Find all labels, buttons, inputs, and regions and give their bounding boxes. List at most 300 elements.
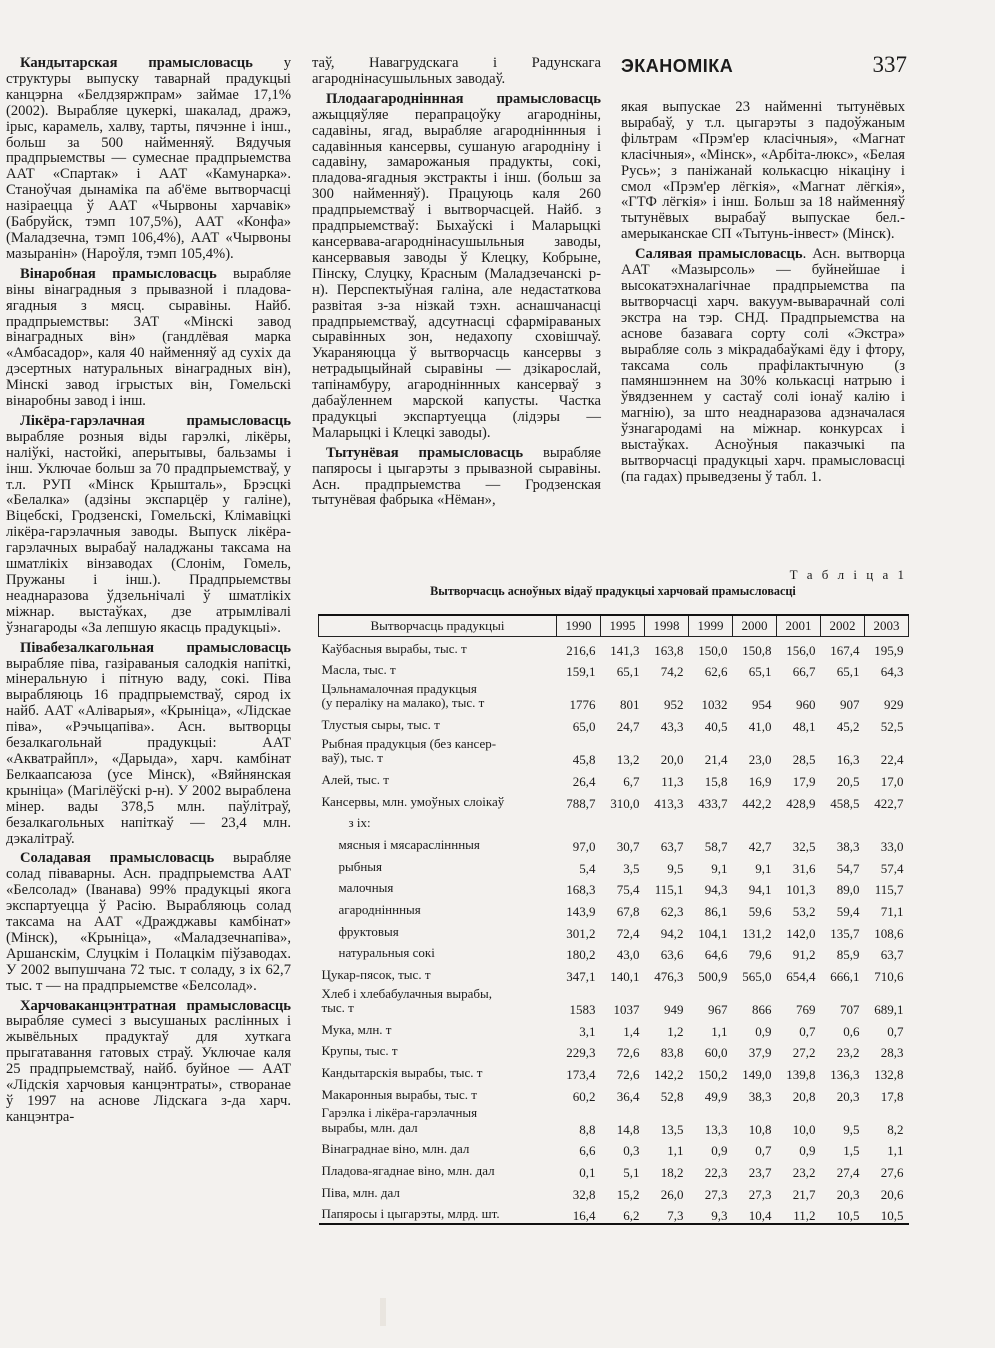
value-cell: 565,0 xyxy=(742,969,772,985)
value-cell: 1032 xyxy=(701,697,728,713)
value-cell: 94,2 xyxy=(660,925,684,941)
value-cell: 59,4 xyxy=(836,903,860,919)
value-cell: 8,2 xyxy=(887,1121,904,1137)
value-cell: 707 xyxy=(840,1002,860,1018)
row-label: Кансервы, млн. умоўных слоікаў xyxy=(321,793,505,809)
value-cell: 1,5 xyxy=(843,1143,860,1159)
value-cell: 3,1 xyxy=(579,1023,596,1039)
paragraph-heading: Кандытарская прамысловасць xyxy=(20,55,253,71)
paragraph xyxy=(6,999,291,1126)
value-cell: 41,0 xyxy=(748,719,772,735)
value-cell: 458,5 xyxy=(830,795,860,811)
row-label: Макаронныя вырабы, тыс. т xyxy=(321,1086,477,1102)
value-cell: 72,6 xyxy=(616,1045,640,1061)
row-label: рыбныя xyxy=(338,858,383,874)
row-label: Тлустыя сыры, тыс. т xyxy=(321,717,440,733)
value-cell: 422,7 xyxy=(874,795,904,811)
paragraph-text: вырабляе піва, газіраваныя салодкія напіткі, мінеральную і пітную ваду, сокі. Піва вырабляюць 16 прадпрыемстваў, сярод іх найб. ААТ «Аліварыя», «Крыніца», «Лідскае піва», «Рэчыцапіва». Асн. вытворцы безалкагольнай прадукцыі: ААТ «Акватрайпл», «Дарыда», харч. камбінат Белкаапсаюза (усе Мінск), «Вяйнянская крыніца» (Магілёўскі р-н). У 2002 выраблена мінер. вады 378,5 млн. паўлітраў, безалкагольных напіткаў — 23,4 млн. дэкалітраў. xyxy=(6,655,291,847)
value-cell: 62,6 xyxy=(704,664,728,680)
table-row xyxy=(319,811,909,833)
value-cell: 40,5 xyxy=(704,719,728,735)
paragraph xyxy=(6,851,291,994)
value-cell xyxy=(733,811,777,833)
value-cell: 22,3 xyxy=(704,1165,728,1181)
value-cell: 229,3 xyxy=(566,1045,596,1061)
table-row xyxy=(319,898,909,920)
paragraph-heading: Харчоваканцэнтратная прамысловасць xyxy=(20,997,291,1014)
value-cell: 20,8 xyxy=(792,1088,816,1104)
value-cell: 143,9 xyxy=(566,903,596,919)
row-label: малочныя xyxy=(338,880,394,896)
value-cell: 53,2 xyxy=(792,903,816,919)
paragraph xyxy=(312,56,601,88)
value-cell: 17,9 xyxy=(792,773,816,789)
table-row xyxy=(319,658,909,680)
paragraph-heading: Тытунёвая прамысловасць xyxy=(326,444,524,461)
year-header: 2003 xyxy=(865,615,909,637)
running-header xyxy=(621,52,907,82)
section-title: ЭКАНОМІКА xyxy=(621,56,734,76)
row-label: Крупы, тыс. т xyxy=(321,1043,398,1059)
value-cell: 64,3 xyxy=(880,664,904,680)
table-row xyxy=(319,1104,909,1137)
value-cell: 9,1 xyxy=(711,860,728,876)
value-cell: 6,2 xyxy=(601,1202,645,1224)
value-cell: 0,9 xyxy=(711,1143,728,1159)
value-cell: 907 xyxy=(840,697,860,713)
value-cell: 65,0 xyxy=(572,719,596,735)
value-cell: 310,0 xyxy=(610,795,640,811)
value-cell: 63,6 xyxy=(660,947,684,963)
value-cell: 43,3 xyxy=(660,719,684,735)
paragraph xyxy=(6,267,291,410)
value-cell: 173,4 xyxy=(566,1067,596,1083)
value-cell: 140,1 xyxy=(610,969,640,985)
value-cell: 64,6 xyxy=(704,947,728,963)
table-row xyxy=(319,1137,909,1159)
value-cell: 11,3 xyxy=(661,773,684,789)
value-cell: 180,2 xyxy=(566,947,596,963)
value-cell: 26,4 xyxy=(572,773,596,789)
value-cell: 216,6 xyxy=(566,642,596,658)
value-cell: 866 xyxy=(752,1002,772,1018)
value-cell: 57,4 xyxy=(880,860,904,876)
value-cell: 14,8 xyxy=(616,1121,640,1137)
value-cell: 347,1 xyxy=(566,969,596,985)
value-cell: 27,3 xyxy=(704,1186,728,1202)
row-label: натуральныя сокі xyxy=(338,945,435,961)
value-cell: 60,2 xyxy=(572,1088,596,1104)
table-row xyxy=(319,984,909,1017)
value-cell: 1583 xyxy=(569,1002,596,1018)
value-cell xyxy=(821,811,865,833)
value-cell: 500,9 xyxy=(698,969,728,985)
value-cell: 801 xyxy=(620,697,640,713)
value-cell: 23,2 xyxy=(792,1165,816,1181)
table-row xyxy=(319,963,909,985)
value-cell: 967 xyxy=(708,1002,728,1018)
table-row xyxy=(319,1159,909,1181)
value-cell: 26,0 xyxy=(660,1186,684,1202)
paragraph-text: вырабляе розныя віды гарэлкі, лікёры, наліўкі, настойкі, аперытывы, бальзамы і інш. Уключае больш за 70 прадпрыемстваў, у т.л. РУП «Мінск Крышталь», Брэсцкі «Белалка» (адзіны экспарцёр у галіне), Віцебскі, Гродзенскі, Гомельскі, Клімавіцкі лікёра-гарэлачныя заводы. Выпуск лікёра-гарэлачных вырабаў наладжаны таксама на шматлікіх вінзаводах (Слонім, Гомель, Пружаны і інш.). Прадпрыемствы неаднаразова ўдзельнічалі ў шматлікіх міжнар. выстаўках, дзе атрымлівалі ўзнагароды «За лепшую якасць прадукцыі». xyxy=(6,428,291,636)
value-cell: 150,8 xyxy=(742,642,772,658)
value-cell: 49,9 xyxy=(704,1088,728,1104)
paragraph xyxy=(312,446,601,510)
value-cell xyxy=(865,811,909,833)
value-cell: 18,2 xyxy=(660,1165,684,1181)
value-cell: 72,4 xyxy=(616,925,640,941)
table-row xyxy=(319,876,909,898)
value-cell: 0,9 xyxy=(755,1023,772,1039)
row-label: Папяросы і цыгарэты, млрд. шт. xyxy=(319,1202,557,1224)
value-cell: 115,7 xyxy=(874,882,904,898)
value-cell: 788,7 xyxy=(566,795,596,811)
value-cell: 139,8 xyxy=(786,1067,816,1083)
row-label: Гарэлка і лікёра-гарэлачныя вырабы, млн. дал xyxy=(321,1105,478,1135)
paragraph xyxy=(6,414,291,637)
value-cell xyxy=(601,811,645,833)
table-row xyxy=(319,1061,909,1083)
text-column-2 xyxy=(312,56,601,509)
value-cell: 1037 xyxy=(613,1002,640,1018)
paragraph-text: таў, Навагрудскага і Радунскага агароднінасушыльных заводаў. xyxy=(312,55,601,87)
year-header: 2000 xyxy=(733,615,777,637)
value-cell: 42,7 xyxy=(748,838,772,854)
value-cell: 141,3 xyxy=(610,642,640,658)
value-cell: 10,8 xyxy=(748,1121,772,1137)
value-cell: 1776 xyxy=(569,697,596,713)
value-cell: 150,0 xyxy=(698,642,728,658)
value-cell: 22,4 xyxy=(880,752,904,768)
value-cell: 45,8 xyxy=(572,752,596,768)
value-cell: 9,1 xyxy=(755,860,772,876)
row-label: Піва, млн. дал xyxy=(321,1184,400,1200)
row-label: Цэльнамалочная прадукцыя (у пераліку на малако), тыс. т xyxy=(321,681,485,711)
value-cell: 65,1 xyxy=(616,664,640,680)
table-row xyxy=(319,768,909,790)
row-label: Каўбасныя вырабы, тыс. т xyxy=(321,640,467,656)
value-cell: 15,8 xyxy=(704,773,728,789)
table-row xyxy=(319,854,909,876)
table-row xyxy=(319,1181,909,1203)
paragraph-heading: Плодаагародніннная прамысловасць xyxy=(326,90,601,107)
table-body xyxy=(319,637,909,1224)
paragraph xyxy=(6,56,291,263)
value-cell: 0,9 xyxy=(799,1143,816,1159)
row-label: Масла, тыс. т xyxy=(321,662,396,678)
value-cell: 10,5 xyxy=(821,1202,865,1224)
value-cell: 5,4 xyxy=(579,860,596,876)
value-cell: 195,9 xyxy=(874,642,904,658)
table-row xyxy=(319,637,909,659)
value-cell: 167,4 xyxy=(830,642,860,658)
value-cell xyxy=(689,811,733,833)
value-cell: 75,4 xyxy=(616,882,640,898)
value-cell: 654,4 xyxy=(786,969,816,985)
paragraph-text: ажыццяўляе перапрацоўку агародніны, садавіны, ягад, вырабляе агародніннныя і садавінныя кансервы, сушаную агародніну і садавіну, замарожаныя прадукты, сокі, пладова-ягадныя экстракты і інш. (больш за 300 найменняў). Працуюць каля 260 прадпрыемстваў і вытворчасцей. Найб. з прадпрыемстваў: Быхаўскі і Маларыцкі кансервава-агароднінасушыльныя заводы, кансервавыя заводы ў Клецку, Кобрыне, Пінску, Слуцку, Красным (Маладзечанскі р-н). Перспектыўная галіна, але недастаткова развітая з-за нізкай тэхн. аснашчанасці прадпрыемстваў, адсутнасці сфарміраваных сыравінных зон, недахопу сховішчаў. Укараняюцца ў вытворчасць кансервы з нетрадыцыйнай сыравіны — дзікарослай, тапінамбуру, агародніннных кансерваў з дабаўленнем марской капусты. Частка прадукцыі экспартуецца (лідэры — Маларыцкі і Клецкі заводы). xyxy=(312,106,601,441)
value-cell: 20,6 xyxy=(880,1186,904,1202)
value-cell: 91,2 xyxy=(792,947,816,963)
paragraph-text: вырабляе папяросы і цыгарэты з прывазной сыравіны. Асн. прадпрыемства — Гродзенская тытунёвая фабрыка «Нёман», xyxy=(312,444,601,509)
value-cell: 413,3 xyxy=(654,795,684,811)
value-cell: 710,6 xyxy=(874,969,904,985)
value-cell: 442,2 xyxy=(742,795,772,811)
value-cell xyxy=(777,811,821,833)
value-cell: 85,9 xyxy=(836,947,860,963)
value-cell: 142,2 xyxy=(654,1067,684,1083)
value-cell: 31,6 xyxy=(792,860,816,876)
text-column-3 xyxy=(621,100,905,486)
value-cell: 104,1 xyxy=(698,925,728,941)
paragraph-text: вырабляе сумесі з высушаных раслінных і жывёльных прадуктаў для хуткага прыгатавання гатовых страў. Уключае каля 25 прадпрыемстваў, найб. буйное — ААТ «Лідскія харчовыя канцэнтраты», створанае ў 1997 на аснове Лідскага з-да харч. канцэнтра- xyxy=(6,1013,291,1125)
value-cell: 38,3 xyxy=(836,838,860,854)
value-cell: 163,8 xyxy=(654,642,684,658)
value-cell xyxy=(557,811,601,833)
value-cell: 58,7 xyxy=(704,838,728,854)
value-cell: 21,4 xyxy=(704,752,728,768)
value-cell: 52,5 xyxy=(880,719,904,735)
table-row xyxy=(319,735,909,768)
value-cell: 108,6 xyxy=(874,925,904,941)
value-cell: 1,1 xyxy=(887,1143,904,1159)
value-cell: 9,5 xyxy=(667,860,684,876)
value-cell xyxy=(645,811,689,833)
value-cell: 689,1 xyxy=(874,1002,904,1018)
value-cell: 43,0 xyxy=(616,947,640,963)
paragraph xyxy=(621,247,905,486)
value-cell: 15,2 xyxy=(616,1186,640,1202)
value-cell: 949 xyxy=(664,1002,684,1018)
value-cell: 6,7 xyxy=(623,773,640,789)
table-title: Вытворчасць асноўных відаў прадукцыі харчовай прамысловасці xyxy=(430,584,796,598)
value-cell: 28,3 xyxy=(880,1045,904,1061)
value-cell: 27,6 xyxy=(880,1165,904,1181)
value-cell: 142,0 xyxy=(786,925,816,941)
value-cell: 11,2 xyxy=(777,1202,821,1224)
value-cell: 0,3 xyxy=(623,1143,640,1159)
value-cell: 37,9 xyxy=(748,1045,772,1061)
value-cell: 1,4 xyxy=(623,1023,640,1039)
row-label: з іх: xyxy=(348,815,371,831)
value-cell: 476,3 xyxy=(654,969,684,985)
value-cell: 0,1 xyxy=(579,1165,596,1181)
row-label: мясныя і мясарасліннныя xyxy=(338,836,480,852)
value-cell: 20,3 xyxy=(836,1186,860,1202)
value-cell: 23,2 xyxy=(836,1045,860,1061)
value-cell: 159,1 xyxy=(566,664,596,680)
value-cell: 168,3 xyxy=(566,882,596,898)
value-cell: 952 xyxy=(664,697,684,713)
value-cell: 60,0 xyxy=(704,1045,728,1061)
value-cell: 101,3 xyxy=(786,882,816,898)
paper-mark xyxy=(380,1298,386,1326)
row-label: Вінаграднае віно, млн. дал xyxy=(321,1141,470,1157)
row-label: агародніннныя xyxy=(338,901,421,917)
paragraph-text: вырабляе віны вінаградныя з прывазной і пладова-ягадныя з мясц. сыравіны. Найб. прадпрыемствы: ЗАТ «Мінскі завод вінаградных він» (гандлёвая марка «Амбасадор», каля 40 найменняў ад сухіх да дэсертных натуральных вінаградных він), Мінскі завод ігрыстых він, Гомельскі вінаробны завод і інш. xyxy=(6,265,291,410)
value-cell: 3,5 xyxy=(623,860,640,876)
paragraph-text: . Асн. вытворца ААТ «Мазырсоль» — буйнейшае і высокатэхналагічнае прадпрыемства па вытворчасці харч. вакуум-выварачнай солі экстра на тэр. СНД. Прадпрыемства на аснове базавага сорту солі «Экстра» вырабляе соль з мікрадабаўкамі ёду і фтору, таксама соль прафілактычную (з памяншэннем на 30% колькасці натрыю і ўвядзеннем у састаў солі іонаў калію і магнію), за што неаднаразова адзначалася ўзнагародамі на міжнар. конкурсах і выстаўках. Асноўныя паказчыкі па вытворчасці прадукцыі харч. прамысловасці (па гадах) прыведзены ў табл. 1. xyxy=(621,246,905,485)
value-cell: 954 xyxy=(752,697,772,713)
value-cell: 10,4 xyxy=(733,1202,777,1224)
table-row xyxy=(319,1039,909,1061)
value-cell: 33,0 xyxy=(880,838,904,854)
value-cell: 428,9 xyxy=(786,795,816,811)
value-cell: 0,7 xyxy=(799,1023,816,1039)
paragraph xyxy=(312,92,601,442)
value-cell: 94,3 xyxy=(704,882,728,898)
page-number: 337 xyxy=(872,52,907,77)
value-cell: 16,9 xyxy=(748,773,772,789)
table-row xyxy=(319,919,909,941)
table-row xyxy=(319,1017,909,1039)
value-cell: 27,3 xyxy=(748,1186,772,1202)
value-cell: 52,8 xyxy=(660,1088,684,1104)
value-cell: 65,1 xyxy=(836,664,860,680)
year-header: 2002 xyxy=(821,615,865,637)
value-cell: 9,3 xyxy=(689,1202,733,1224)
paragraph-heading: Салявая прамысловасць xyxy=(635,246,803,263)
value-cell: 89,0 xyxy=(836,882,860,898)
value-cell: 74,2 xyxy=(660,664,684,680)
value-cell: 929 xyxy=(884,697,904,713)
value-cell: 71,1 xyxy=(880,903,904,919)
value-cell: 9,5 xyxy=(843,1121,860,1137)
paragraph xyxy=(6,641,291,848)
value-cell: 65,1 xyxy=(748,664,772,680)
row-label: Алей, тыс. т xyxy=(321,771,389,787)
value-cell: 72,6 xyxy=(616,1067,640,1083)
table-row xyxy=(319,833,909,855)
value-cell: 59,6 xyxy=(748,903,772,919)
value-cell: 28,5 xyxy=(792,752,816,768)
value-cell: 666,1 xyxy=(830,969,860,985)
value-cell: 48,1 xyxy=(792,719,816,735)
table-caption: Т а б л і ц а 1 xyxy=(789,567,907,582)
table-header-row xyxy=(319,615,909,637)
year-header: 1995 xyxy=(601,615,645,637)
value-cell: 32,8 xyxy=(572,1186,596,1202)
row-label: Хлеб і хлебабулачныя вырабы, тыс. т xyxy=(321,985,492,1016)
value-cell: 20,0 xyxy=(660,752,684,768)
value-cell: 24,7 xyxy=(616,719,640,735)
value-cell: 5,1 xyxy=(623,1165,640,1181)
row-label: Кандытарскія вырабы, тыс. т xyxy=(321,1065,483,1081)
value-cell: 135,7 xyxy=(830,925,860,941)
value-cell: 301,2 xyxy=(566,925,596,941)
value-cell: 6,6 xyxy=(579,1143,596,1159)
value-cell: 8,8 xyxy=(579,1121,596,1137)
value-cell: 62,3 xyxy=(660,903,684,919)
value-cell: 0,7 xyxy=(755,1143,772,1159)
value-cell: 94,1 xyxy=(748,882,772,898)
value-cell: 20,5 xyxy=(836,773,860,789)
header-label: Вытворчасць прадукцыі xyxy=(319,615,557,637)
value-cell: 10,0 xyxy=(792,1121,816,1137)
value-cell: 769 xyxy=(796,1002,816,1018)
value-cell: 960 xyxy=(796,697,816,713)
value-cell: 16,3 xyxy=(836,752,860,768)
row-label: Мука, млн. т xyxy=(321,1021,392,1037)
production-table xyxy=(318,614,909,1225)
value-cell: 63,7 xyxy=(660,838,684,854)
table-row xyxy=(319,1202,909,1224)
text-column-1 xyxy=(6,56,291,1126)
table-row xyxy=(319,1083,909,1105)
row-label: фруктовыя xyxy=(338,923,399,939)
paragraph-heading: Півабезалкагольная прамысловасць xyxy=(20,639,291,656)
value-cell: 13,2 xyxy=(616,752,640,768)
value-cell: 1,2 xyxy=(667,1023,684,1039)
value-cell: 17,8 xyxy=(880,1088,904,1104)
year-header: 1998 xyxy=(645,615,689,637)
table-row xyxy=(319,789,909,811)
value-cell: 36,4 xyxy=(616,1088,640,1104)
paragraph-text: у структуры выпуску таварнай прадукцыі канцэрна «Белдзяржпрам» займае 17,1% (2002). Вырабляе цукеркі, шакалад, дражэ, ірыс, карамель, халву, тарты, пячэнне і інш., больш за 500 найменняў. Вядучыя прадпрыемствы — сумеснае прадпрыемства ААТ «Спартак» і ААТ «Камунарка». Станоўчая дынаміка па аб'ёме вытворчасці назіраецца ў ААТ «Чырвоны харчавік» (Бабруйск, тэмп 107,5%), ААТ «Конфа» (Маладзечна, тэмп 106,4%), ААТ «Чырвоны мазыранін» (Нароўля, тэмп 105,4%). xyxy=(6,55,291,262)
year-header: 2001 xyxy=(777,615,821,637)
year-header: 1999 xyxy=(689,615,733,637)
value-cell: 433,7 xyxy=(698,795,728,811)
value-cell: 156,0 xyxy=(786,642,816,658)
value-cell: 149,0 xyxy=(742,1067,772,1083)
value-cell: 115,1 xyxy=(654,882,684,898)
year-header: 1990 xyxy=(557,615,601,637)
value-cell: 86,1 xyxy=(704,903,728,919)
value-cell: 66,7 xyxy=(792,664,816,680)
value-cell: 17,0 xyxy=(880,773,904,789)
value-cell: 38,3 xyxy=(748,1088,772,1104)
paragraph-heading: Вінаробная прамысловасць xyxy=(20,265,217,282)
paragraph-heading: Лікёра-гарэлачная прамысловасць xyxy=(20,412,291,429)
value-cell: 1,1 xyxy=(667,1143,684,1159)
value-cell: 13,5 xyxy=(660,1121,684,1137)
value-cell: 20,3 xyxy=(836,1088,860,1104)
table-row xyxy=(319,680,909,713)
value-cell: 67,8 xyxy=(616,903,640,919)
value-cell: 23,7 xyxy=(748,1165,772,1181)
value-cell: 1,1 xyxy=(711,1023,728,1039)
value-cell: 63,7 xyxy=(880,947,904,963)
value-cell: 10,5 xyxy=(865,1202,909,1224)
value-cell: 0,6 xyxy=(843,1023,860,1039)
paragraph-text: вырабляе солад піваварны. Асн. прадпрыемства ААТ «Белсолад» (Іванава) 99% прадукцыі якога экспартуецца ў Расію. Вырабляюць солад таксама на ААТ «Дражджавы камбінат» (Мінск), «Крыніца», «Маладзечнапіва», Аршанскім, Слуцкім і Полацкім піўзаводах. У 2002 выпушчана 72 тыс. т соладу, з іх 62,7 тыс. т — на прадпрыемстве «Белсолад». xyxy=(6,850,291,994)
value-cell: 30,7 xyxy=(616,838,640,854)
value-cell: 131,2 xyxy=(742,925,772,941)
value-cell: 97,0 xyxy=(572,838,596,854)
value-cell: 54,7 xyxy=(836,860,860,876)
value-cell: 32,5 xyxy=(792,838,816,854)
value-cell: 16,4 xyxy=(557,1202,601,1224)
value-cell: 27,4 xyxy=(836,1165,860,1181)
table-row xyxy=(319,713,909,735)
value-cell: 7,3 xyxy=(645,1202,689,1224)
value-cell: 79,6 xyxy=(748,947,772,963)
paragraph-heading: Соладавая прамысловасць xyxy=(20,850,215,867)
table-row xyxy=(319,941,909,963)
value-cell: 45,2 xyxy=(836,719,860,735)
value-cell: 0,7 xyxy=(887,1023,904,1039)
value-cell: 136,3 xyxy=(830,1067,860,1083)
value-cell: 27,2 xyxy=(792,1045,816,1061)
row-label: Цукар-пясок, тыс. т xyxy=(321,967,431,983)
value-cell: 150,2 xyxy=(698,1067,728,1083)
paragraph xyxy=(621,100,905,243)
row-label: Пладова-ягаднае віно, млн. дал xyxy=(321,1163,495,1179)
value-cell: 13,3 xyxy=(704,1121,728,1137)
value-cell: 132,8 xyxy=(874,1067,904,1083)
paragraph-text: якая выпускае 23 найменні тытунёвых вырабаў, у т.л. цыгарэты з падоўжаным фільтрам «Прэм'ер класічныя», «Магнат класічныя», «Мінск», «Арбіта-люкс», «Белая Русь»; з паніжанай колькасцю нікаціну і смол «Прэм'ер лёгкія», «Магнат лёгкія», «ГТФ лёгкія» і інш. Больш за 18 найменняў тытунёвых вырабаў выпускае бел.-амерыканскае СП «Тытунь-інвест» (Мінск). xyxy=(621,99,905,243)
row-label: Рыбная прадукцыя (без кансер- ваў), тыс. т xyxy=(321,735,497,766)
value-cell: 23,0 xyxy=(748,752,772,768)
